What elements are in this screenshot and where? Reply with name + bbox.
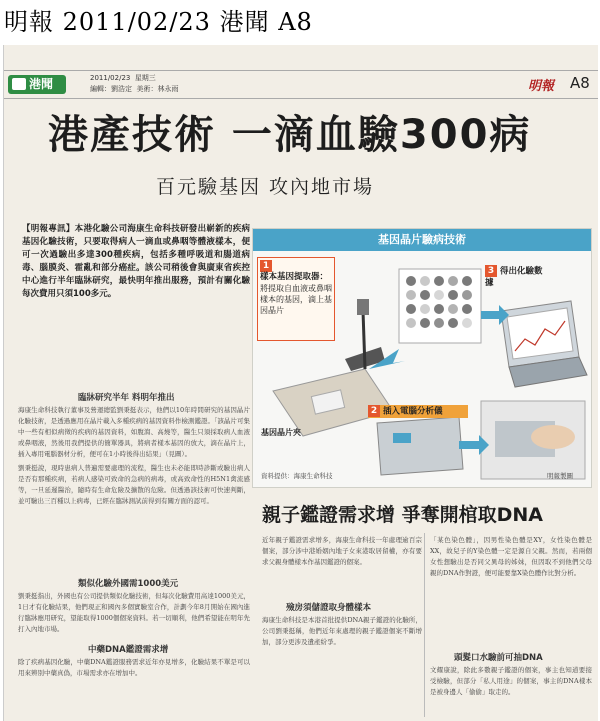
newspaper-page: [3, 45, 598, 721]
section-4-subtitle-1: 殮房須儲證取身體樣本: [286, 603, 372, 613]
section-title-2: 類似化驗外國需1000美元: [78, 579, 179, 589]
step-1-number: 1: [260, 260, 272, 272]
lead-paragraph: 【明報專訊】本港化驗公司海康生命科技研發出嶄新的疾病基因化驗技術，只要取得病人一滴血或鼻咽等體液樣本，便可一次過驗出多達300種疾病，包括多種呼吸道和腸道病毒、腦膜炎、霍亂和部分癌症。該公司稍後會與廣東省疾控中心進行半年臨牀研究，最快明年推出服務，預計有關化驗每次費用只須100多元。: [22, 224, 250, 299]
section-title-3: 中藥DNA鑑證需求增: [88, 645, 169, 655]
editor-credit: 編輯：劉浩定: [90, 85, 132, 93]
infographic-title: 基因晶片驗病技術: [253, 229, 591, 251]
microarray-panel-illustration: [399, 269, 481, 343]
sub-headline: 百元驗基因 攻內地市場: [156, 176, 375, 198]
section-badge: [8, 75, 66, 94]
section-4-para-1: 近年親子鑑證需求增多，海康生命科技一年處理逾百宗個案，部分涉中港婚姻內地子女來港取居留權，亦有要求父親身體樣本作基因鑑證的個案。: [262, 536, 422, 566]
section-4-para-3: 海康生命科技是本港首批提供DNA親子鑑證的化驗所，公司劉秉挺稱，他們近年來處理的親子鑑證個案不斷增加，部分更涉及遺產紛爭。: [262, 616, 422, 646]
chip-clip-label: 基因晶片夾: [261, 428, 301, 437]
secondary-headline: 親子鑑證需求增 爭奪開棺取DNA: [262, 504, 543, 526]
issue-weekday: 星期三: [134, 74, 156, 82]
step-1-text: 將提取自血液或鼻咽樣本的基因，滴上基因晶片: [260, 284, 332, 315]
paper-logo: 明報: [528, 79, 555, 94]
graphic-credit: 明報製圖: [547, 472, 573, 480]
step-3-number: 3: [485, 265, 497, 277]
page-caption: 明報 2011/02/23 港聞 A8: [4, 8, 313, 36]
issue-date: 2011/02/23: [90, 74, 131, 82]
section-2-para-1: 劉秉挺指出，外國也有公司提供類似化驗技術，但每次化驗費用高達1000美元，1日才有化驗結果，他們現正和國內多個實驗室合作，計劃今年8月開始在國內進行臨牀應用研究，望能取得1000個個案資料。若一切順利，他們希望能在明年先打入內地市場。: [18, 592, 250, 633]
section-4-para-4: 文耀康說，除此多數親子鑑證的個案，事主也知道要接受檢驗，但部分「私人用途」的個案，事主的DNA樣本是被身邊人「偷偷」取走的。: [430, 666, 592, 696]
section-3-para-1: 除了疾病基因化驗，中藥DNA鑑證服務需求近年亦見增多，化驗結果不單是可以用來辨別中藥真偽，市場需求亦在增加中。: [18, 658, 250, 677]
newspaper-icon: [12, 78, 26, 90]
section-bar: [4, 70, 598, 99]
section-title-1: 臨牀研究半年 料明年推出: [78, 393, 175, 403]
designer-credit: 美術：林永雨: [136, 85, 179, 93]
issue-meta: [90, 73, 178, 95]
step-2-number: 2: [368, 405, 380, 417]
analyser-illustration: [377, 417, 463, 475]
main-headline: 港產技術 一滴血驗300病: [48, 112, 532, 158]
page-number: A8: [570, 74, 590, 92]
section-label: 港聞: [29, 77, 54, 91]
step-2-text: 插入電腦分析儀: [383, 406, 443, 417]
step-2-label: [368, 405, 468, 418]
step-3-text: 得出化驗數據: [485, 266, 543, 288]
laptop-illustration: [501, 301, 587, 387]
inset-photo-illustration: [481, 401, 585, 479]
section-4-subtitle-2: 頭髮口水驗前可抽DNA: [454, 653, 543, 663]
section-1-para-2: 劉秉挺說，現時患病人普遍需要處理的流程，醫生也未必能即時診斷或驗出病人是否有那種疾病，若病人感染可致命的急病的病毒，或高致命性的H5N1禽流感等，一旦延遲醫治，隨時有生命危險及擴散的危險。但透過該技術可快速判斷，並可驗出三百種以上病毒，已經在臨牀測試前得到有關方面的認可。: [18, 464, 250, 505]
section-1-para-1: 海康生命科技執行董事及營運總監劉秉挺表示，他們以10年時間研究的基因晶片化驗技術，是透過應用在晶片載入多種疾病的基因資料作檢測鑑證。「該晶片可集中一些有相似病徵的疾病的基因資料，如腹瀉、高燒等，醫生只須採取病人血液或鼻咽液，然後用我們提供的簡單器具，將病者樣本基因的放大，滴在晶片上，插入專用電腦器材分析，便可在1小時後得出結果」（見圖）。: [18, 406, 250, 458]
infographic: [252, 228, 592, 488]
step-1-title: 樣本基因提取器：: [260, 272, 329, 282]
section-4-para-2: 「某色染色體」，因男性染色體是XY，女性染色體是XX，故兒子的Y染色體一定是源自父親。然而，若兩個女性想驗出是否同父異母的姊妹，但因取不到他們父母親的DNA作對證，便可能要靠X染色體作比對分析。: [430, 536, 592, 577]
page-caption-bar: [0, 0, 600, 40]
column-divider: [424, 533, 425, 717]
step-3-label: [485, 265, 545, 289]
source-credit: 資料提供：海康生命科技: [261, 472, 333, 480]
